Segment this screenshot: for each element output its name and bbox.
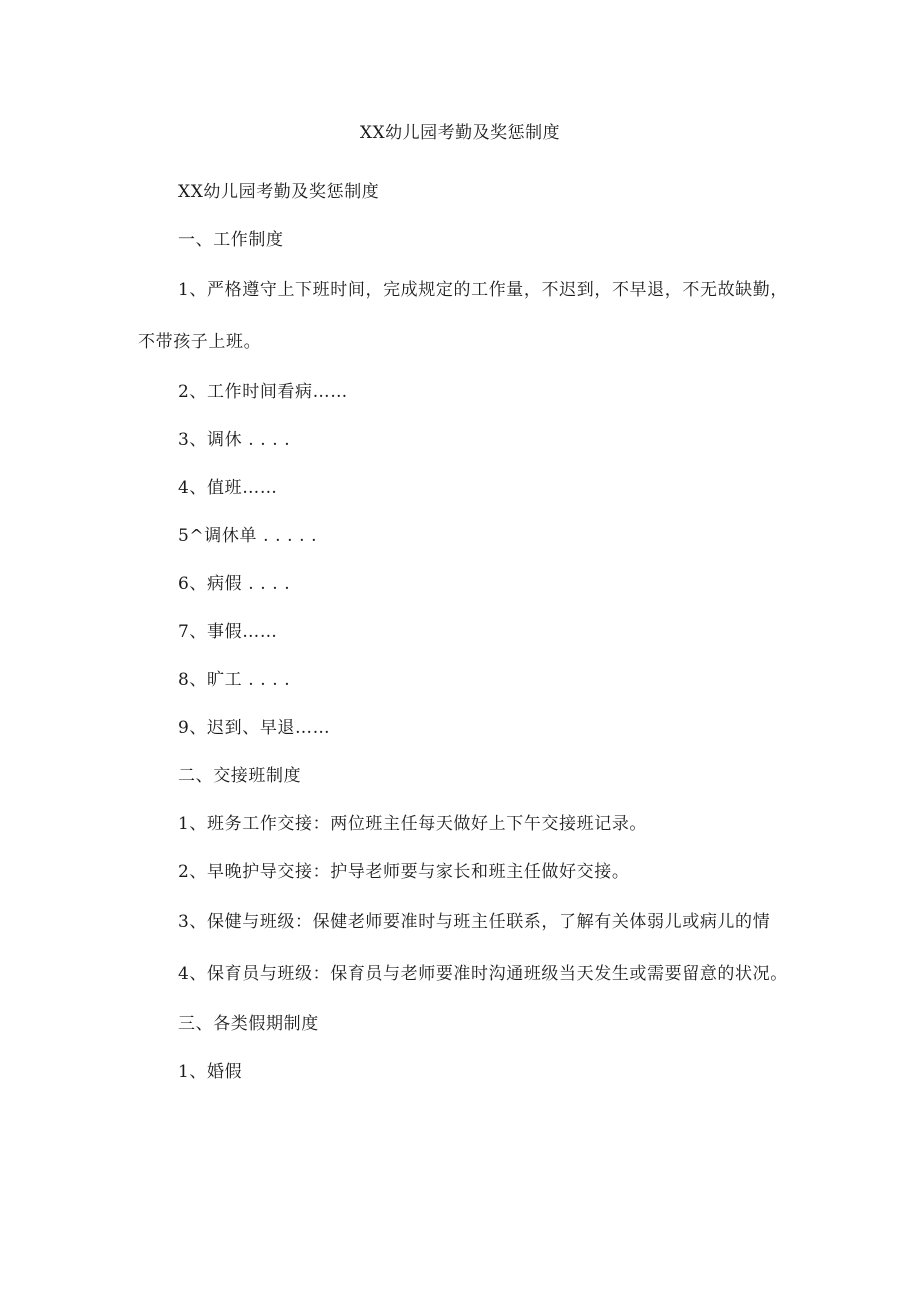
subtitle-paragraph: XX幼儿园考勤及奖惩制度 [178, 182, 380, 202]
section-heading-work-rules: 一、工作制度 [178, 230, 284, 250]
paragraph-item: 6、病假 . . . . [178, 574, 291, 594]
paragraph-item: 3、调休 . . . . [178, 430, 291, 450]
section-heading-leave-types: 三、各类假期制度 [178, 1014, 319, 1034]
paragraph-item: 2、早晚护导交接：护导老师要与家长和班主任做好交接。 [178, 862, 630, 882]
paragraph-item: 1、婚假 [178, 1062, 243, 1082]
section-heading-shift-handover: 二、交接班制度 [178, 766, 302, 786]
paragraph-item: 5^调休单 . . . . . [178, 526, 318, 546]
paragraph-item: 9、迟到、早退…… [178, 718, 331, 738]
paragraph-item: 4、保育员与班级：保育员与老师要准时沟通班级当天发生或需要留意的状况。 [178, 964, 788, 984]
document-body [138, 168, 788, 1096]
paragraph-item: 1、班务工作交接：两位班主任每天做好上下午交接班记录。 [178, 814, 648, 834]
paragraph-item: 2、工作时间看病…… [178, 382, 348, 402]
paragraph-item: 3、保健与班级：保健老师要准时与班主任联系，了解有关体弱儿或病儿的情 [178, 912, 771, 932]
document-title: XX幼儿园考勤及奖惩制度 [359, 123, 561, 143]
paragraph-item: 4、值班…… [178, 478, 278, 498]
paragraph-item: 1、严格遵守上下班时间，完成规定的工作量，不迟到，不早退，不无故缺勤，不带孩子上班。 [138, 280, 788, 352]
paragraph-item: 8、旷工 . . . . [178, 670, 291, 690]
paragraph-item: 7、事假…… [178, 622, 278, 642]
